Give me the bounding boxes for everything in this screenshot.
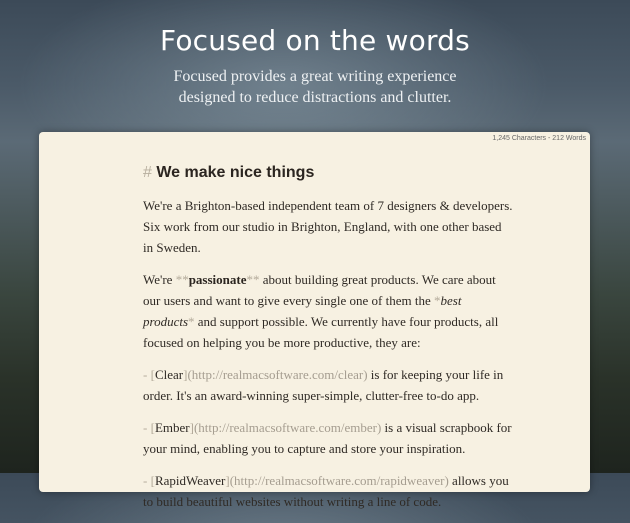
link-text-ember[interactable]: Ember [154, 420, 190, 435]
heading-marker: # [143, 164, 152, 181]
italic-marker-open: * [433, 293, 441, 308]
link-text-clear[interactable]: Clear [154, 367, 184, 382]
hero-subtitle: Focused provides a great writing experience designed to reduce distractions and clutter. [173, 68, 457, 106]
list-marker: - [143, 473, 148, 488]
link-url-rapidweaver[interactable]: (http://realmacsoftware.com/rapidweaver) [229, 473, 449, 488]
list-item-rapidweaver [143, 470, 513, 512]
bold-text: passionate [188, 272, 247, 287]
italic-marker-close: * [188, 314, 195, 329]
bold-marker-open: ** [175, 272, 189, 287]
list-marker: - [143, 367, 148, 382]
bracket-open: [ [150, 367, 155, 382]
link-url-ember[interactable]: (http://realmacsoftware.com/ember) [193, 420, 382, 435]
p2-mid: about building great products. We care about our users and want to give every single one of them the [143, 272, 496, 308]
list-item-clear [143, 364, 513, 406]
bracket-close: ] [225, 473, 230, 488]
word-count: 1,245 Characters - 212 Words [492, 135, 586, 142]
editor-document[interactable] [39, 132, 590, 509]
bracket-open: [ [150, 473, 155, 488]
document-heading [143, 162, 513, 184]
bold-marker-close: ** [246, 272, 260, 287]
list-item-ember [143, 417, 513, 459]
link-url-clear[interactable]: (http://realmacsoftware.com/clear) [187, 367, 368, 382]
p2-lead: We're [143, 272, 176, 287]
item-desc-ember: is a visual scrapbook for your mind, enabling you to capture and store your inspiration. [143, 420, 512, 456]
paragraph-intro: We're a Brighton-based independent team of 7 designers & developers. Six work from our studio in Brighton, England, with one other based in Sweden. [143, 198, 513, 255]
list-marker: - [143, 420, 148, 435]
bracket-close: ] [183, 367, 188, 382]
item-desc-clear: is for keeping your life in order. It's an award-winning super-simple, clutter-free to-do app. [143, 367, 504, 403]
bracket-close: ] [189, 420, 194, 435]
editor-content[interactable] [143, 162, 513, 523]
paragraph-passion [143, 269, 513, 353]
hero-title: Focused on the words [160, 24, 470, 57]
p2-tail: and support possible. We currently have four products, all focused on helping you be more productive, they are: [143, 314, 499, 350]
item-desc-rapidweaver: allows you to build beautiful websites without writing a line of code. [143, 473, 509, 509]
italic-text: best products [143, 293, 462, 329]
bracket-open: [ [150, 420, 155, 435]
link-text-rapidweaver[interactable]: RapidWeaver [154, 473, 226, 488]
heading-text: We make nice things [156, 164, 315, 181]
